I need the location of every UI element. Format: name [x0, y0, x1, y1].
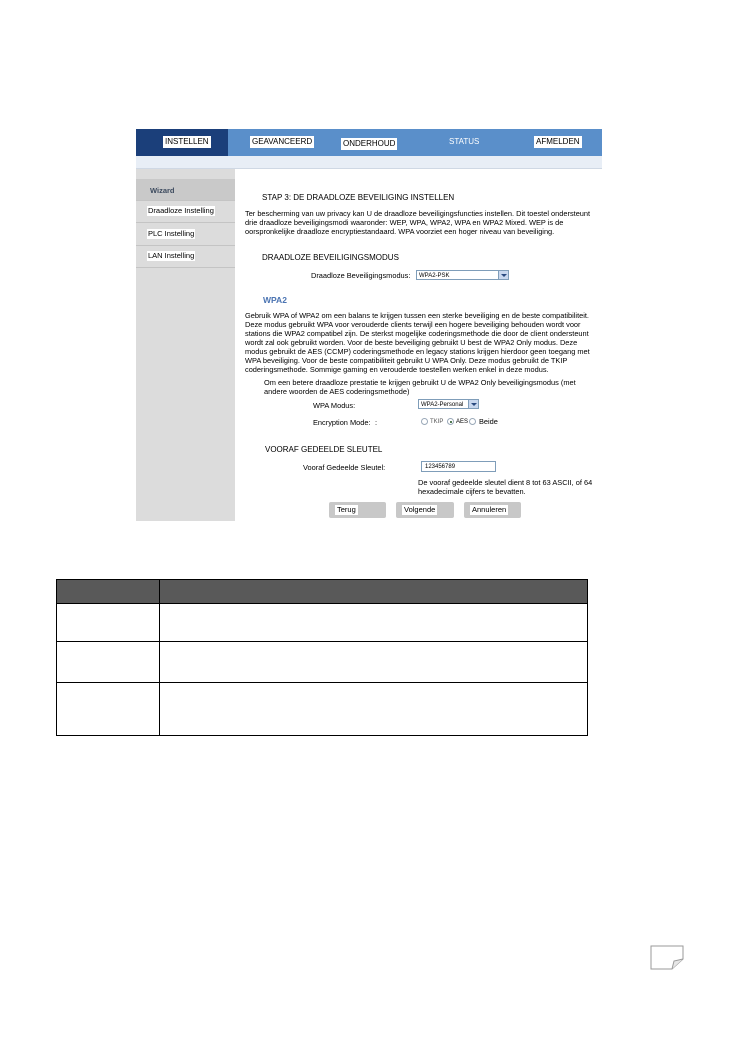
top-nav	[136, 129, 602, 156]
radio-beide[interactable]	[469, 418, 476, 425]
table-row	[57, 683, 588, 736]
security-mode-select[interactable]	[416, 270, 509, 280]
table-cell	[57, 642, 160, 683]
wpa-mode-value: WPA2-Personal	[421, 402, 464, 408]
table-header-row	[57, 580, 588, 604]
tab-geavanceerd[interactable]: GEAVANCEERD	[252, 137, 313, 146]
table-cell	[160, 604, 588, 642]
sidebar-item-plc-instelling[interactable]	[136, 224, 235, 246]
sidebar-item-label: LAN Instelling	[148, 251, 195, 260]
next-button-label: Volgende	[404, 505, 436, 514]
radio-aes-label: AES	[456, 419, 469, 425]
table-cell	[160, 683, 588, 736]
tab-instellen[interactable]: INSTELLEN	[165, 137, 209, 146]
sidebar-item-label: Draadloze Instelling	[148, 206, 214, 215]
cancel-button-label: Annuleren	[472, 505, 507, 514]
psk-label: Vooraf Gedeelde Sleutel:	[303, 463, 386, 472]
router-screenshot	[136, 129, 602, 521]
table-row	[57, 604, 588, 642]
back-button[interactable]	[329, 502, 386, 518]
encryption-colon: :	[375, 418, 378, 427]
sidebar-item-label: PLC Instelling	[148, 229, 195, 238]
sidebar-item-wizard[interactable]	[136, 179, 235, 201]
table-row	[57, 642, 588, 683]
radio-aes[interactable]	[447, 418, 454, 425]
next-button[interactable]	[396, 502, 454, 518]
page-corner-icon	[650, 945, 684, 970]
mode-label: Draadloze Beveiligingsmodus:	[311, 271, 411, 280]
wpa-mode-label: WPA Modus:	[313, 401, 356, 410]
encryption-label: Encryption Mode:	[313, 418, 371, 427]
table-header-cell	[160, 580, 588, 604]
tab-status[interactable]: STATUS	[449, 137, 480, 146]
security-mode-value: WPA2-PSK	[419, 273, 450, 279]
radio-beide-label: Beide	[479, 417, 498, 426]
description-table	[56, 579, 588, 736]
table-cell	[57, 683, 160, 736]
wpa2-tip: Om een betere draadloze prestatie te krijgen gebruikt U de WPA2 Only beveiligingsmodus (met andere woorden de AES coderingsmethode)	[264, 378, 576, 396]
table-header-cell	[57, 580, 160, 604]
wpa-mode-select[interactable]	[418, 399, 479, 409]
radio-tkip[interactable]	[421, 418, 428, 425]
intro-text: Ter bescherming van uw privacy kan U de draadloze beveiligingsfuncties instellen. Dit toestel ondersteunt drie draadloze beveiligingsmodi waaronder: WEP, WPA, WPA2, WPA en WPA2 Mixed. WEP is de oorspronkelijke draadloze encryptiestandaard. WPA voorziet een hoger niveau van beveiliging.	[245, 209, 591, 236]
select-arrow-icon	[468, 400, 478, 408]
sidebar-item-draadloze-instelling[interactable]	[136, 201, 235, 223]
table-cell	[57, 604, 160, 642]
mode-section-title: DRAADLOZE BEVEILIGINGSMODUS	[262, 253, 399, 262]
tab-afmelden[interactable]: AFMELDEN	[536, 137, 580, 146]
sub-bar	[136, 156, 602, 169]
sidebar-item-label: Wizard	[150, 186, 175, 195]
sidebar-item-lan-instelling[interactable]	[136, 246, 235, 268]
main-content	[235, 169, 602, 521]
wpa2-heading: WPA2	[263, 295, 287, 305]
psk-input[interactable]: 123456789	[421, 461, 496, 472]
sidebar	[136, 169, 235, 521]
wpa2-text: Gebruik WPA of WPA2 om een balans te krijgen tussen een sterke beveiliging en de beste compatibiliteit. Deze modus gebruikt WPA voor verouderde clients terwijl een hogere beveiliging behouden wordt voor stations die WPA2 compatibel zijn. De sterkst mogelijke coderingsmethode die door de client ondersteunt wordt zal ook gebruikt worden. Voor de beste beveiliging gebruikt U best de WPA2 Only modus. Deze modus gebruikt de AES (CCMP) coderingsmethode en legacy stations krijgen hierdoor geen toegang met WPA beveiliging. Voor de beste compatibiliteit gebruikt U WPA Only. Deze modus gebruikt de TKIP coderingsmethode. Sommige gaming en verouderde toestellen werken enkel in deze modus.	[245, 311, 590, 374]
psk-section-title: VOORAF GEDEELDE SLEUTEL	[265, 445, 383, 454]
table-cell	[160, 642, 588, 683]
tab-onderhoud[interactable]: ONDERHOUD	[343, 139, 396, 148]
step-title: STAP 3: DE DRAADLOZE BEVEILIGING INSTELLEN	[262, 193, 455, 202]
select-arrow-icon	[498, 271, 508, 279]
radio-tkip-label: TKIP	[430, 419, 444, 425]
back-button-label: Terug	[337, 505, 356, 514]
cancel-button[interactable]	[464, 502, 521, 518]
psk-hint: De vooraf gedeelde sleutel dient 8 tot 63 ASCII, of 64 hexadecimale cijfers te bevatten.	[418, 478, 593, 496]
